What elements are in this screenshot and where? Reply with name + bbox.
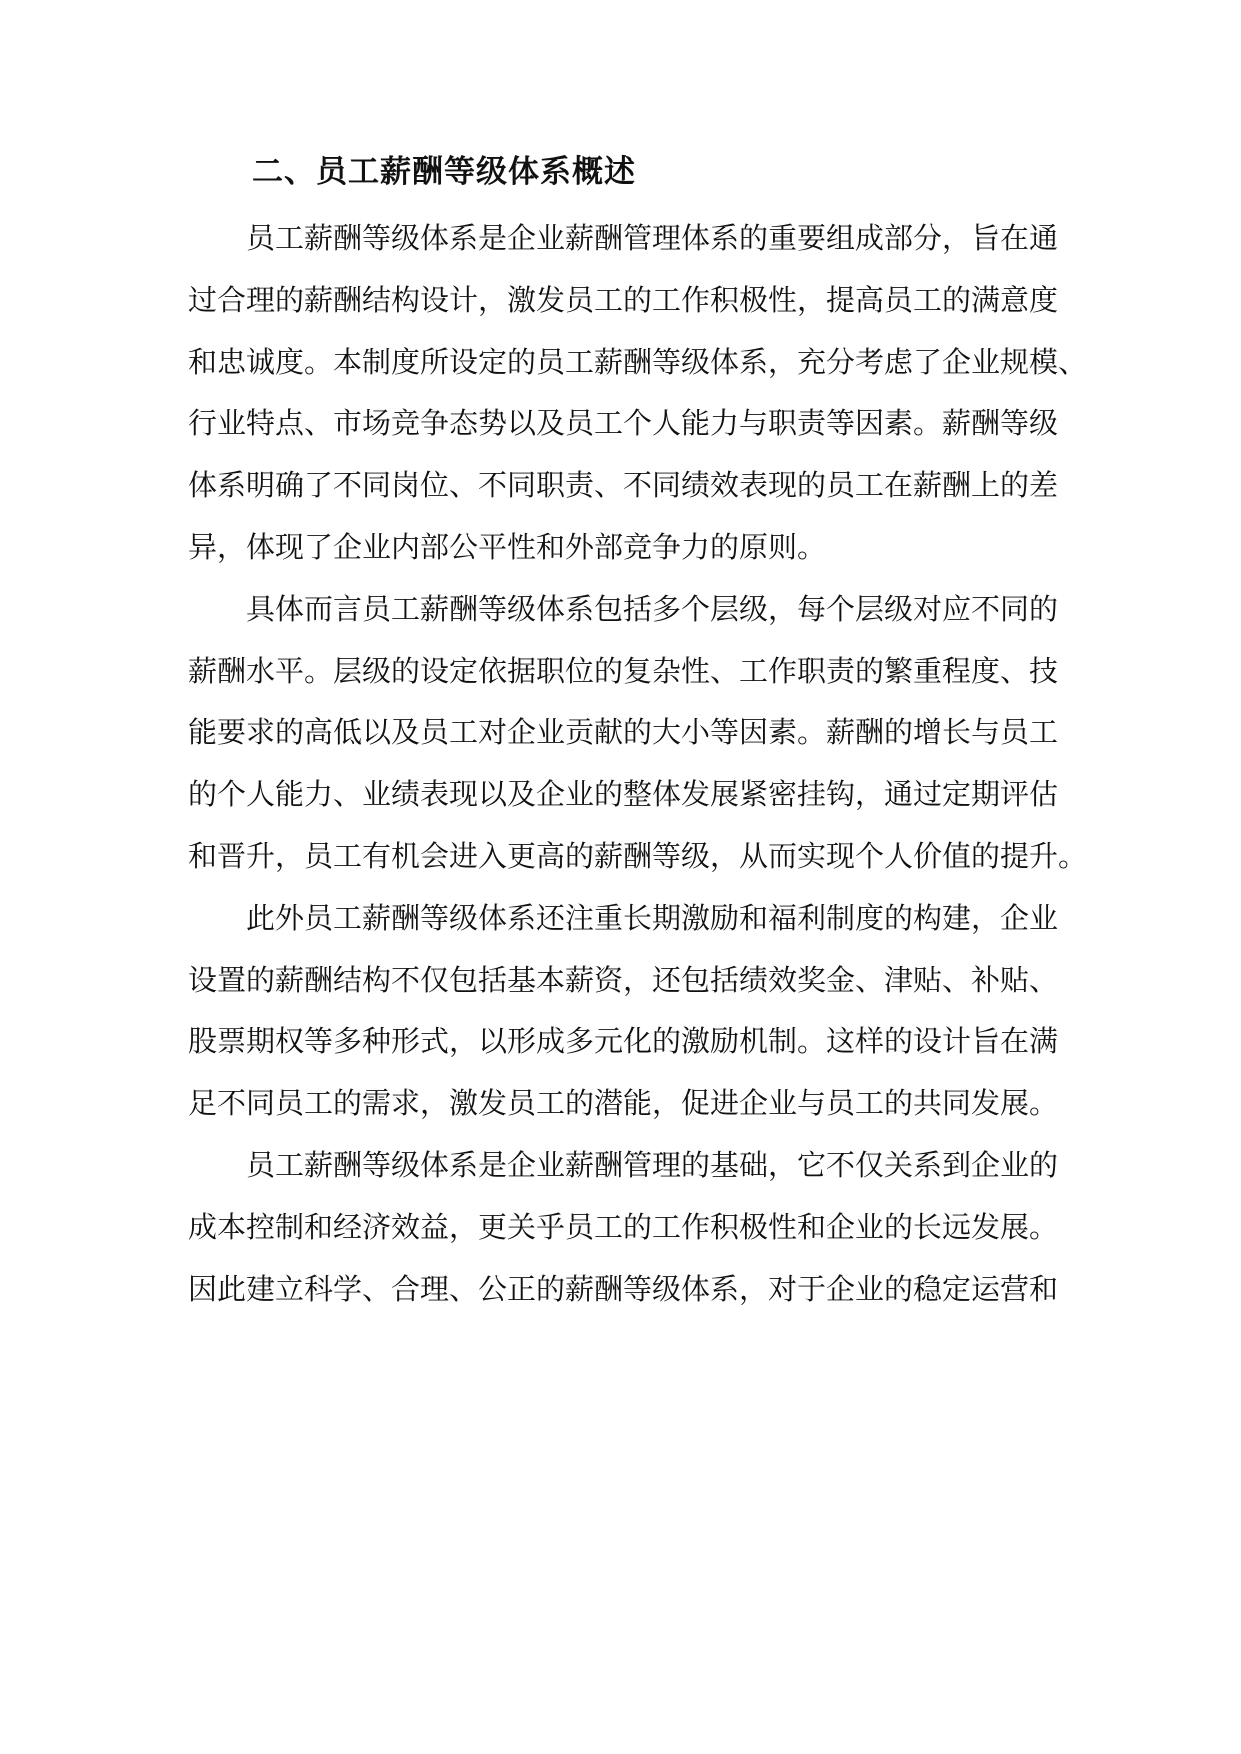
paragraph-4-line-1: 员工薪酬等级体系是企业薪酬管理的基础，它不仅关系到企业的	[246, 1148, 1059, 1182]
paragraph-3-line-1: 此外员工薪酬等级体系还注重长期激励和福利制度的构建，企业	[246, 901, 1059, 935]
paragraph-4-line-2: 成本控制和经济效益，更关乎员工的工作积极性和企业的长远发展。	[188, 1210, 1059, 1244]
paragraph-4-line-3: 因此建立科学、合理、公正的薪酬等级体系，对于企业的稳定运营和	[188, 1272, 1059, 1306]
paragraph-1-line-4: 行业特点、市场竞争态势以及员工个人能力与职责等因素。薪酬等级	[188, 406, 1059, 440]
paragraph-2-line-5: 和晋升，员工有机会进入更高的薪酬等级，从而实现个人价值的提升。	[188, 839, 1088, 873]
paragraph-2-line-2: 薪酬水平。层级的设定依据职位的复杂性、工作职责的繁重程度、技	[188, 654, 1059, 688]
paragraph-3-line-2: 设置的薪酬结构不仅包括基本薪资，还包括绩效奖金、津贴、补贴、	[188, 963, 1059, 997]
paragraph-1-line-2: 过合理的薪酬结构设计，激发员工的工作积极性，提高员工的满意度	[188, 283, 1059, 317]
section-heading: 二、员工薪酬等级体系概述	[252, 154, 636, 190]
paragraph-2-line-4: 的个人能力、业绩表现以及企业的整体发展紧密挂钩，通过定期评估	[188, 777, 1059, 811]
paragraph-1-line-6: 异，体现了企业内部公平性和外部竞争力的原则。	[188, 530, 827, 564]
paragraph-1-line-1: 员工薪酬等级体系是企业薪酬管理体系的重要组成部分，旨在通	[246, 221, 1059, 255]
paragraph-3-line-4: 足不同员工的需求，激发员工的潜能，促进企业与员工的共同发展。	[188, 1086, 1059, 1120]
paragraph-2-line-3: 能要求的高低以及员工对企业贡献的大小等因素。薪酬的增长与员工	[188, 715, 1059, 749]
paragraph-1-line-3: 和忠诚度。本制度所设定的员工薪酬等级体系，充分考虑了企业规模、	[188, 345, 1088, 379]
paragraph-2-line-1: 具体而言员工薪酬等级体系包括多个层级，每个层级对应不同的	[246, 592, 1059, 626]
paragraph-3-line-3: 股票期权等多种形式，以形成多元化的激励机制。这样的设计旨在满	[188, 1024, 1059, 1058]
paragraph-1-line-5: 体系明确了不同岗位、不同职责、不同绩效表现的员工在薪酬上的差	[188, 468, 1059, 502]
